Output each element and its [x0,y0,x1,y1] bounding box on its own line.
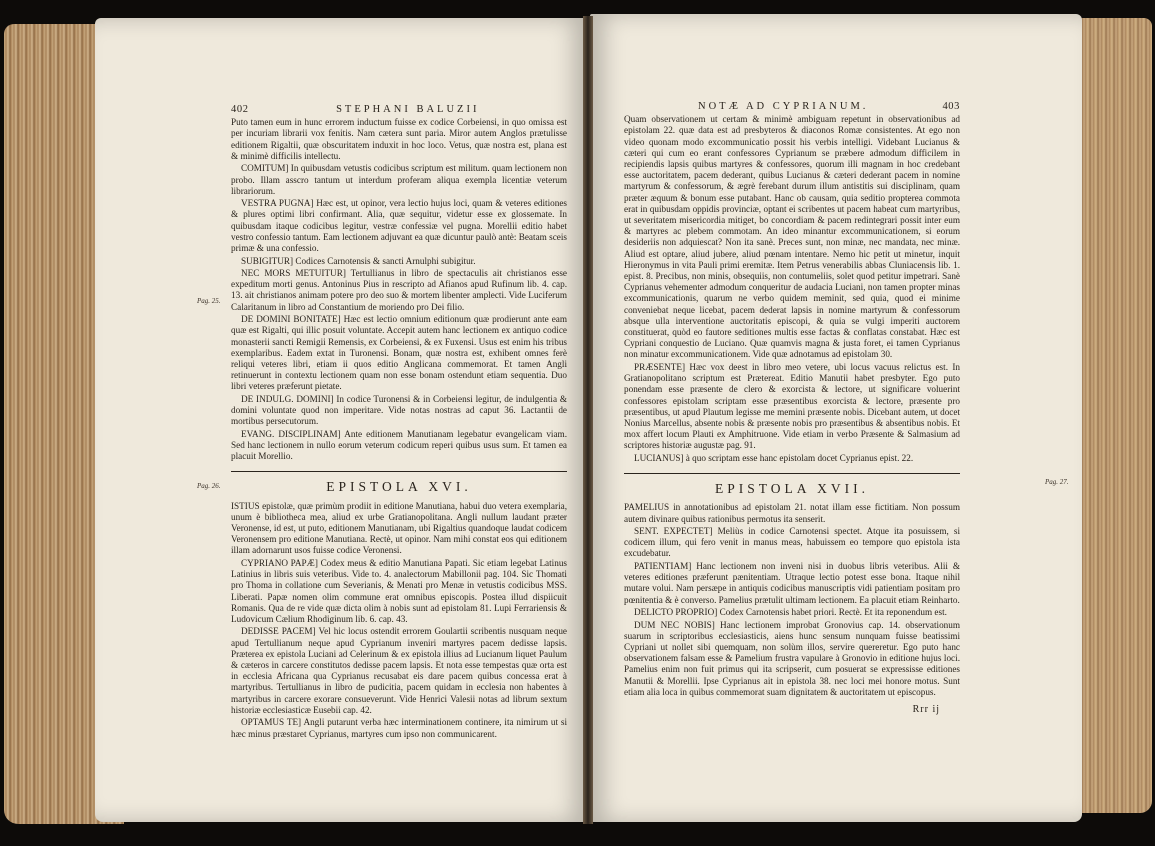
running-head [231,104,567,115]
note-paragraph: SUBIGITUR] Codices Carnotensis & sancti Arnulphi subigitur. [241,255,476,266]
left-page-text [231,104,567,741]
note-paragraph: DE DOMINI BONITATE] Hæc est lectio omnium editionum quæ prodierunt ante eam quæ est Rigalti, qui illic posuit voluntate. Accepit autem hanc lectionem ex antiquo codice monasterii sancti Remigii Remensis, ex Corbeiensi, & ex Fuxensi. Usus est enim his tribus exemplaribus. Eadem extat in Turonensi. Bonam, quæ nostra est, exhibent omnes ferè reliqui veteres libri, etiam ii quos editio Anglicana commemorat. Et tamen Angli retinuerunt in contextu lectionem quam non esse bonam ostendunt etiam sequentia. Duo libri veteres præferunt pietate. [231,314,567,392]
running-head [624,101,960,112]
note-paragraph: PRÆSENTE] Hæc vox deest in libro meo vetere, ubi locus vacuus relictus est. In Gratianopolitano scriptum est Prætereat. Editio Manutii habet presbyter. Ego puto ponendam esse præsente de clero & exorcista & lectore, ut significare voluerint confessores epistolam scriptam esse præsentibus exorcista & lectore, præsente pro præsentibus, ut apud Plautum legisse me memini præsente nobis. Dicebant autem, ut docet Nonius Marcellus, absente nobis & præsente nobis pro præsentibus & absentibus nobis. Et mox affert locum Plauti ex Amphitruone. Vide etiam in verbo Præsente & Salmasium ad scriptores historiæ augustæ pag. 91. [624,361,960,451]
signature-mark: Rrr ij [912,703,940,715]
right-page-edges [1070,18,1152,813]
note-paragraph: Puto tamen eum in hunc errorem inductum fuisse ex codice Corbeiensi, in quo omissa est per incuriam librarii vox fenitis. Nam cætera sunt paria. Miror autem Anglos prætulisse editionem Rigaltii, quæ obscuritatem induxit in hoc loco. Vetus, quæ nostra est, plana est & minimè difficilis intellectu. [231,117,567,161]
epistle-title: EPISTOLA XVII. [714,481,869,497]
note-paragraph: EVANG. DISCIPLINAM] Ante editionem Manutianam legebatur evangelicam viam. Sed hanc lectionem in nullo eorum veterum codicum reperi quibus usus sum. Et tamen ea placuit Morellio. [231,428,567,462]
section-rule [231,471,567,472]
epistle-title: EPISTOLA XVI. [326,479,472,495]
running-title: STEPHANI BALUZII [336,104,480,115]
note-paragraph: DELICTO PROPRIO] Codex Carnotensis habet priori. Rectè. Et ita reponendum est. [634,607,947,618]
margin-note: Pag. 25. [197,297,221,305]
margin-note: Pag. 27. [1045,478,1069,486]
page-number: 402 [231,104,249,115]
note-paragraph: ISTIUS epistolæ, quæ primùm prodiit in editione Manutiana, habui duo vetera exemplaria, unum è bibliotheca mea, aliud ex urbe Gratianopolitana. Angli nullum laudant præter Veronense, id est, ut puto, editionem Manutianam, ubi Rigaltius quandoque laudat codicem Veronensem pro editione Manutiana. Rectè, ut opinor. Nam mihi constat eos qui editionem illam adornarunt usos fuisse codice Veronensi. [231,500,567,556]
note-paragraph: DUM NEC NOBIS] Hanc lectionem improbat Gronovius cap. 14. observationum suarum in scriptoribus ecclesiasticis, aiens hunc sensum nunquam fuisse beatissimi Cypriani ut nollet sibi quemquam, non solùm illos, servire quereretur. Ego puto hanc observationem falsam esse & Pamelium frustra vapulare à Gronovio in editione hujus loci. Pamelius enim non fuit primus qui ita scripserit, cum posuerat se expressisse editiones Manutii & Morellii. Ipse Cyprianus ait in epistola 38. nec loci mei honore motus. Sunt etiam alia loca in quibus commemorat suam dignitatem & auctoritatem ut episcopus. [624,619,960,697]
right-page-text [624,101,960,715]
note-paragraph: COMITUM] In quibusdam vetustis codicibus scriptum est militum. quam lectionem non probo. Illam asscro tantum ut interdum proferam aliqua exempla licentiæ veterum librariorum. [231,163,567,196]
note-paragraph: VESTRA PUGNA] Hæc est, ut opinor, vera lectio hujus loci, quam & veteres editiones & plures optimi libri confirmant. Alia, quæ sequitur, videtur esse ex glossemate. In quibusdam itaque codicibus legitur, vestræ confessiæ vel pugna. Morellii editio habet vestro confessio tantum. Eam lectionem adjuvant ea quæ dicuntur paulò antè: Beatam sceis primæ & una confessio. [231,198,567,254]
note-paragraph: PAMELIUS in annotationibus ad epistolam 21. notat illam esse fictitiam. Non possum autem divinare quibus rationibus permotus ita senserit. [624,502,960,524]
margin-note: Pag. 26. [197,482,221,490]
note-paragraph: OPTAMUS TE] Angli putarunt verba hæc interminationem continere, ita nimirum ut si hæc minus præstaret Cyprianus, martyres cum ipso non communicarent. [231,717,567,739]
book-gutter [583,16,593,824]
note-paragraph: DE INDULG. DOMINI] In codice Turonensi & in Corbeiensi legitur, de indulgentia & domini voluntate quod non imperitare. Vide notas nostras ad caput 36. Lactantii de mortibus persecutorum. [231,393,567,427]
note-paragraph: SENT. EXPECTET] Meliùs in codice Carnotensi spectet. Atque ita posuissem, si codicem illum, qui fero venit in manus meas, habuissem eo tempore quo epistola ista excudebatur. [624,526,960,559]
note-paragraph: DEDISSE PACEM] Vel hic locus ostendit errorem Goulartii scribentis nusquam neque apud Tertullianum neque apud Cyprianum inveniri martyres pacem dedisse lapsis. Præterea ex epistola Luciani ad Celerinum & ex epistola illius ad Lucianum liquet Paulum & cæteros in carcere constitutos dedisse pacem lapsis. Et nota esse tempestas quæ orta est in ecclesia Africana qua Cyprianus recusabat eis dare pacem quibus concessa erat à martyribus. Tertullianus in libro de pudicitia, pacem quidam in ecclesia non habentes à martyribus in carcere exorare consueverunt. Vide Henrici Valesii notas ad librum sextum historiæ ecclesiasticæ Eusebii cap. 42. [231,626,567,715]
note-paragraph: PATIENTIAM] Hanc lectionem non inveni nisi in duobus libris veteribus. Alii & veteres editiones præferunt pænitentiam. Utraque lectio potest esse bona. Itaque nihil mutare volui. Nam persæpe in antiquis codicibus manuscriptis vidi patientiam positam pro pœnitentia & è converso. Pamelius prætulit ultimam lectionem. Ea placuit etiam Reinharto. [624,560,960,605]
note-paragraph: LUCIANUS] à quo scriptam esse hanc epistolam docet Cyprianus epist. 22. [634,452,914,463]
running-title: NOTÆ AD CYPRIANUM. [698,101,869,112]
note-paragraph: Quam observationem ut certam & minimè ambiguam repetunt in observationibus ad epistolam 22. quæ data est ad presbyteros & diaconos Romæ consistentes. At ego non video quonam modo excommunicatio possit his verbis intelligi. Videbant Lucianus & cæteri qui cum eo erant confessores Cyprianum se præbere admodum difficilem in recipiendis lapsis quibus martyres & confessores, quorum illi magnam in hoc credebant esse auctoritatem, pacem dederant, quibus Lucianus & cæteri dederant pacem in nomine martyrum & confessorum, & ægrè ferebant durum illum antistitis sui disciplinam, quam præter æquum & bonum esse putabant. Hanc ob causam, quia seditio propterea commota erat in quibusdam oppidis provinciæ, optant ei scribentes ut pacem habeat cum martyribus, ut severitatem misericordia mitiget, bo concordiam & pacem redintegrari possit inter eum & martyres ac plebem commotam. An ideo minantur excommunicationem, si eorum desideriis non adquiescat? Non ita sanè. Preces sunt, non minæ, nec mandata, nec minæ. Aliud est optare, aliud jubere, aliud pœnam intentare. Nemo hic petit ut minetur, inquit Hieronymus in vita Pauli primi eremitæ. Item Petrus venerabilis abbas Cluniacensis lib. 1. epist. 8. Precibus, non minis, obsequiis, non contumeliis, solet quod petitur impetrari. Sanè Cyprianus vehementer admodum conqueritur de audacia Luciani, non tamen propter minas excommunicationis, quarum ne verbo quidem meminit, sed quia, quod ei minime conveniebat neque licebat, pacem dederat lapsis in nomine martyrum & confessorum absque ulla interventione auctoritatis episcopi, & quia se vulgi imperiti auctorem constituerat, quòd eo fautore seditiones multis esse factas & conflatas constabat. Hæc est Cypriani conquestio de Luciano. Quæ quamvis magna & justa foret, ei tamen Cyprianus non minatur excommunicationem. Vide quæ adnotamus ad epistolam 30. [624,114,960,360]
page-number: 403 [942,101,960,112]
note-paragraph: CYPRIANO PAPÆ] Codex meus & editio Manutiana Papati. Sic etiam legebat Latinus Latinius in libris suis veteribus. Vide to. 4. analectorum Mabillonii pag. 104. Sic Thomati pro Thoma in collatione cum Severianis, & Menati pro Menæ in vetustis codicibus MSS. Liberati. Papæ nomen olim commune erat omnibus episcopis. Postea illud dispiicuit Romanis. Qua de re vide quæ dicta olim à nobis sunt ad epistolam 81. Lupi Ferrariensis & Ludovicum Cælium Rhodiginum lib. 6. cap. 43. [231,557,567,624]
section-rule [624,473,960,474]
note-paragraph: NEC MORS METUITUR] Tertullianus in libro de spectaculis ait christianos esse expeditum morti genus. Antoninus Pius in rescripto ad Afianos apud Rufinum lib. 4. cap. 13. ait christianos animam potere pro deo suo & mortem libenter amplecti. Vide Luciferum Calaritanum in libro ad Constantium de moriendo pro Dei filio. [231,268,567,312]
